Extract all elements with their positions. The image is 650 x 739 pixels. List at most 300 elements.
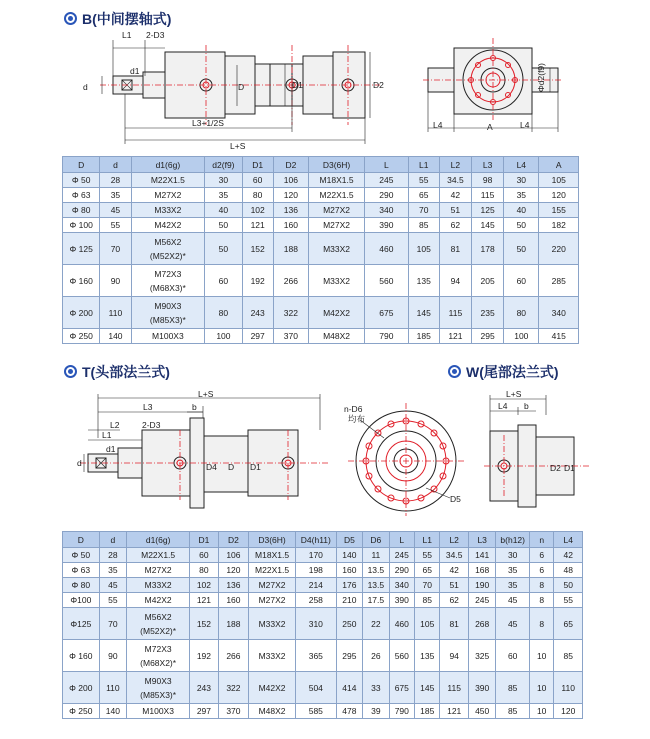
label-b-L4-left: L4	[433, 120, 443, 130]
table-header-cell: D3(6H)	[309, 157, 365, 173]
thread-main: M72X3	[154, 268, 182, 279]
thread-main: M90X3	[154, 300, 182, 311]
drawing-w-side	[484, 385, 594, 505]
table-cell: 310	[295, 608, 336, 640]
table-cell: M42X2	[249, 672, 296, 704]
spec-table-b	[62, 156, 579, 344]
table-cell: Φ 200	[63, 297, 100, 329]
table-cell: 205	[472, 265, 504, 297]
table-cell: 51	[439, 203, 471, 218]
section-title-b-text: B(中间摆轴式)	[82, 11, 172, 27]
table-header-cell: d1(6g)	[127, 532, 190, 548]
thread-main: M72X3	[144, 643, 172, 654]
table-header-cell: D1	[190, 532, 218, 548]
table-cell: 80	[205, 297, 242, 329]
table-header-cell: L3	[468, 532, 495, 548]
circle-bullet-icon	[448, 365, 461, 378]
circle-bullet-icon	[64, 365, 77, 378]
table-cell: 45	[496, 593, 530, 608]
table-cell: 98	[472, 173, 504, 188]
label-b-D3: 2-D3	[146, 30, 165, 40]
table-cell: 340	[389, 578, 414, 593]
thread-alternate: (M52X2)*	[140, 625, 177, 636]
table-cell: 6	[529, 548, 553, 563]
table-cell: 192	[242, 265, 273, 297]
label-w-D2: D2	[550, 463, 561, 473]
table-cell: 8	[529, 593, 553, 608]
table-cell: 121	[190, 593, 218, 608]
table-cell: Φ 160	[63, 640, 100, 672]
table-cell: 243	[242, 297, 273, 329]
table-row	[63, 548, 583, 563]
table-cell: M18X1.5	[309, 173, 365, 188]
table-cell: 70	[100, 233, 131, 265]
table-cell: 152	[190, 608, 218, 640]
table-cell: 560	[389, 640, 414, 672]
thread-main: M90X3	[144, 675, 172, 686]
section-title-w-text: W(尾部法兰式)	[466, 364, 559, 380]
table-cell: 504	[295, 672, 336, 704]
table-cell: 120	[554, 704, 583, 719]
table-cell: 136	[218, 578, 249, 593]
table-cell-d1	[127, 563, 190, 578]
table-row	[63, 608, 583, 640]
table-cell: 135	[415, 640, 440, 672]
table-cell: 6	[529, 563, 553, 578]
label-w-D1: D1	[564, 463, 575, 473]
table-cell: 62	[439, 218, 471, 233]
table-cell: 370	[273, 329, 308, 344]
table-row	[63, 593, 583, 608]
table-cell: M27X2	[309, 218, 365, 233]
table-row	[63, 672, 583, 704]
table-row	[63, 173, 579, 188]
table-cell: 190	[468, 578, 495, 593]
table-cell: 85	[408, 218, 439, 233]
table-cell-d1	[127, 640, 190, 672]
table-cell: 85	[554, 640, 583, 672]
thread-main: M33X2	[154, 205, 182, 215]
table-cell-d1	[131, 233, 205, 265]
table-cell: 60	[496, 640, 530, 672]
table-cell: M27X2	[249, 578, 296, 593]
table-cell: 214	[295, 578, 336, 593]
table-cell: 11	[363, 548, 389, 563]
thread-main: M56X2	[144, 611, 172, 622]
label-b-D1: D1	[292, 80, 303, 90]
table-cell: 80	[504, 297, 539, 329]
label-b-D: D	[238, 82, 245, 92]
table-cell: 65	[554, 608, 583, 640]
label-w-LS: L+S	[506, 389, 522, 399]
label-t-L2: L2	[110, 420, 120, 430]
table-cell: 102	[190, 578, 218, 593]
table-cell: 42	[440, 563, 468, 578]
table-cell: 390	[365, 218, 409, 233]
table-cell: 210	[336, 593, 362, 608]
table-cell: 460	[365, 233, 409, 265]
table-cell: 65	[415, 563, 440, 578]
table-cell: 121	[439, 329, 471, 344]
section-title-t	[64, 362, 170, 382]
table-cell: M33X2	[309, 265, 365, 297]
table-cell: M42X2	[309, 297, 365, 329]
table-cell: 85	[415, 593, 440, 608]
table-cell: 30	[504, 173, 539, 188]
table-cell: 85	[496, 704, 530, 719]
table-cell: 13.5	[363, 563, 389, 578]
table-cell: 50	[504, 233, 539, 265]
table-cell: 322	[218, 672, 249, 704]
thread-alternate: (M85X3)*	[140, 689, 177, 700]
table-cell: 70	[415, 578, 440, 593]
table-cell: Φ 50	[63, 173, 100, 188]
table-cell: 125	[472, 203, 504, 218]
table-cell: 45	[496, 608, 530, 640]
table-cell: 295	[336, 640, 362, 672]
table-cell: 141	[468, 548, 495, 563]
table-cell: 258	[295, 593, 336, 608]
table-cell: 121	[242, 218, 273, 233]
table-cell: 560	[365, 265, 409, 297]
spec-table-t	[62, 531, 583, 719]
table-cell: 60	[190, 548, 218, 563]
table-cell: 10	[529, 672, 553, 704]
table-cell: 90	[100, 265, 131, 297]
drawing-b-side	[80, 30, 460, 150]
table-cell: 85	[496, 672, 530, 704]
thread-main: M42X2	[144, 595, 172, 605]
table-cell: 243	[190, 672, 218, 704]
section-title-b	[64, 9, 171, 29]
table-cell: 295	[472, 329, 504, 344]
table-cell: 34.5	[440, 548, 468, 563]
thread-main: M100X3	[142, 706, 174, 716]
table-cell-d1	[127, 672, 190, 704]
table-cell: 168	[468, 563, 495, 578]
table-cell: 40	[205, 203, 242, 218]
table-cell-d1	[131, 297, 205, 329]
table-cell: 297	[242, 329, 273, 344]
table-cell: 178	[472, 233, 504, 265]
table-cell: Φ 80	[63, 578, 100, 593]
table-header-cell: D2	[218, 532, 249, 548]
table-cell: 414	[336, 672, 362, 704]
table-cell: 585	[295, 704, 336, 719]
label-t-D4: D4	[206, 462, 217, 472]
thread-main: M56X2	[154, 236, 182, 247]
table-cell: 120	[539, 188, 579, 203]
table-cell: M33X2	[249, 608, 296, 640]
table-cell: Φ 63	[63, 563, 100, 578]
table-cell: 115	[439, 297, 471, 329]
table-row	[63, 578, 583, 593]
table-cell: 106	[218, 548, 249, 563]
table-cell: M22X1.5	[249, 563, 296, 578]
table-cell: M27X2	[249, 593, 296, 608]
table-header-cell: d1(6g)	[131, 157, 205, 173]
table-row	[63, 233, 579, 265]
table-cell: 340	[539, 297, 579, 329]
table-cell: 28	[100, 173, 131, 188]
table-cell: 160	[336, 563, 362, 578]
table-header-cell: d	[99, 532, 126, 548]
thread-main: M42X2	[154, 220, 182, 230]
table-cell: 35	[496, 563, 530, 578]
table-cell: 35	[100, 188, 131, 203]
table-cell: 35	[205, 188, 242, 203]
table-cell: 450	[468, 704, 495, 719]
label-w-b: b	[524, 401, 529, 411]
table-cell: 115	[472, 188, 504, 203]
table-cell: 285	[539, 265, 579, 297]
table-cell: 152	[242, 233, 273, 265]
table-cell: 55	[99, 593, 126, 608]
table-cell: 185	[408, 329, 439, 344]
table-cell: 268	[468, 608, 495, 640]
label-t-nD6: n-D6	[344, 404, 363, 414]
label-b-L4-right: L4	[520, 120, 530, 130]
table-header-cell: L	[389, 532, 414, 548]
circle-bullet-icon	[64, 12, 77, 25]
table-cell-d1	[131, 265, 205, 297]
table-cell: 50	[205, 233, 242, 265]
table-cell: 62	[440, 593, 468, 608]
table-cell: 50	[205, 218, 242, 233]
table-cell: 60	[205, 265, 242, 297]
table-cell: 290	[389, 563, 414, 578]
table-cell: Φ 100	[63, 218, 100, 233]
table-cell: 39	[363, 704, 389, 719]
table-cell: M18X1.5	[249, 548, 296, 563]
table-cell-d1	[131, 329, 205, 344]
table-cell: Φ 63	[63, 188, 100, 203]
table-cell: 675	[365, 297, 409, 329]
table-cell: 94	[440, 640, 468, 672]
table-cell: 55	[554, 593, 583, 608]
table-row	[63, 704, 583, 719]
table-cell: 35	[496, 578, 530, 593]
thread-main: M27X2	[144, 565, 172, 575]
table-row	[63, 563, 583, 578]
table-header-cell: D2	[273, 157, 308, 173]
table-header-cell: L2	[440, 532, 468, 548]
table-cell: 290	[365, 188, 409, 203]
table-cell: 322	[273, 297, 308, 329]
table-cell: 13.5	[363, 578, 389, 593]
table-header-cell: D4(h11)	[295, 532, 336, 548]
table-cell: 340	[365, 203, 409, 218]
table-cell: 42	[439, 188, 471, 203]
table-header-cell: D3(6H)	[249, 532, 296, 548]
table-cell: 390	[468, 672, 495, 704]
table-cell: 55	[100, 218, 131, 233]
table-header-cell: d2(f9)	[205, 157, 242, 173]
table-header-cell: L4	[504, 157, 539, 173]
table-cell: 42	[554, 548, 583, 563]
table-cell: 198	[295, 563, 336, 578]
table-cell: 8	[529, 608, 553, 640]
table-cell: 100	[504, 329, 539, 344]
table-header-cell: n	[529, 532, 553, 548]
table-cell: Φ125	[63, 608, 100, 640]
table-cell: 140	[100, 329, 131, 344]
thread-alternate: (M68X3)*	[149, 282, 186, 293]
table-cell: 220	[539, 233, 579, 265]
thread-main: M33X2	[144, 580, 172, 590]
label-b-A: A	[487, 122, 493, 132]
label-t-L3: L3	[143, 402, 153, 412]
table-cell: M33X2	[249, 640, 296, 672]
table-cell: 81	[440, 608, 468, 640]
label-t-L1: L1	[102, 430, 112, 440]
table-row	[63, 188, 579, 203]
table-cell: 160	[273, 218, 308, 233]
table-row	[63, 329, 579, 344]
table-cell: 245	[365, 173, 409, 188]
table-cell: 192	[190, 640, 218, 672]
table-cell: 245	[468, 593, 495, 608]
table-cell: 325	[468, 640, 495, 672]
table-header-cell: L3	[472, 157, 504, 173]
table-cell: 22	[363, 608, 389, 640]
table-cell: 390	[389, 593, 414, 608]
table-cell: 40	[504, 203, 539, 218]
thread-main: M100X3	[152, 331, 184, 341]
table-header-cell: L2	[439, 157, 471, 173]
drawing-t-flange	[340, 398, 470, 518]
table-header-cell: D5	[336, 532, 362, 548]
section-title-w	[448, 362, 559, 382]
thread-alternate: (M85X3)*	[149, 314, 186, 325]
table-cell: 145	[415, 672, 440, 704]
table-cell: 120	[273, 188, 308, 203]
table-cell: 460	[389, 608, 414, 640]
table-cell: 136	[273, 203, 308, 218]
table-cell: 182	[539, 218, 579, 233]
table-cell: M48X2	[249, 704, 296, 719]
table-cell: Φ 80	[63, 203, 100, 218]
label-b-d1: d1	[130, 66, 140, 76]
table-cell: M33X2	[309, 233, 365, 265]
table-header-row	[63, 532, 583, 548]
table-cell-d1	[127, 593, 190, 608]
table-cell-d1	[131, 173, 205, 188]
label-t-D: D	[228, 462, 235, 472]
table-cell: 30	[205, 173, 242, 188]
thread-main: M22X1.5	[141, 550, 176, 560]
table-cell: 80	[242, 188, 273, 203]
table-header-cell: b(h12)	[496, 532, 530, 548]
table-cell: 120	[218, 563, 249, 578]
table-cell: Φ 250	[63, 329, 100, 344]
label-t-even: 均布	[348, 414, 366, 424]
table-cell: 121	[440, 704, 468, 719]
table-cell: 60	[242, 173, 273, 188]
table-cell: 235	[472, 297, 504, 329]
thread-alternate: (M52X2)*	[149, 250, 186, 261]
table-cell: 115	[440, 672, 468, 704]
table-cell: 45	[100, 203, 131, 218]
table-cell: Φ100	[63, 593, 100, 608]
table-cell: 297	[190, 704, 218, 719]
label-t-D3: 2-D3	[142, 420, 161, 430]
table-cell: 105	[415, 608, 440, 640]
table-cell: 90	[99, 640, 126, 672]
table-cell: 48	[554, 563, 583, 578]
table-cell-d1	[131, 203, 205, 218]
label-t-b: b	[192, 402, 197, 412]
table-cell: 102	[242, 203, 273, 218]
label-b-LS: L+S	[230, 141, 246, 151]
table-cell-d1	[131, 188, 205, 203]
table-cell: Φ 250	[63, 704, 100, 719]
table-cell: Φ 50	[63, 548, 100, 563]
table-row	[63, 218, 579, 233]
thread-alternate: (M68X2)*	[140, 657, 177, 668]
table-cell: M22X1.5	[309, 188, 365, 203]
table-cell: 250	[336, 608, 362, 640]
table-row	[63, 640, 583, 672]
table-cell: 110	[100, 297, 131, 329]
table-cell-d1	[127, 704, 190, 719]
table-cell: 106	[273, 173, 308, 188]
table-cell: 365	[295, 640, 336, 672]
table-cell: M48X2	[309, 329, 365, 344]
table-cell: 35	[504, 188, 539, 203]
table-cell: 160	[218, 593, 249, 608]
table-cell: 10	[529, 704, 553, 719]
table-cell: M27X2	[309, 203, 365, 218]
table-cell: 478	[336, 704, 362, 719]
table-row	[63, 297, 579, 329]
table-cell-d1	[127, 608, 190, 640]
table-cell: Φ 160	[63, 265, 100, 297]
thread-main: M22X1.5	[150, 175, 185, 185]
table-cell: 110	[554, 672, 583, 704]
table-cell: 266	[218, 640, 249, 672]
table-header-cell: D1	[242, 157, 273, 173]
table-cell: 185	[415, 704, 440, 719]
table-header-row	[63, 157, 579, 173]
table-cell: 50	[554, 578, 583, 593]
table-header-cell: L1	[408, 157, 439, 173]
label-t-D1: D1	[250, 462, 261, 472]
label-t-d: d	[77, 458, 82, 468]
table-cell: 70	[408, 203, 439, 218]
table-cell: 55	[408, 173, 439, 188]
table-cell: 94	[439, 265, 471, 297]
table-cell: 245	[389, 548, 414, 563]
table-header-cell: A	[539, 157, 579, 173]
table-row	[63, 265, 579, 297]
table-cell: 188	[273, 233, 308, 265]
table-cell: 188	[218, 608, 249, 640]
table-cell: 135	[408, 265, 439, 297]
table-cell: 51	[440, 578, 468, 593]
table-cell-d1	[131, 218, 205, 233]
table-cell: 60	[504, 265, 539, 297]
table-cell: 8	[529, 578, 553, 593]
table-cell: 176	[336, 578, 362, 593]
table-cell: 170	[295, 548, 336, 563]
section-title-t-text: T(头部法兰式)	[82, 364, 170, 380]
table-cell: 45	[99, 578, 126, 593]
table-header-cell: L1	[415, 532, 440, 548]
table-header-cell: D	[63, 532, 100, 548]
label-t-D5: D5	[450, 494, 461, 504]
table-cell: 65	[408, 188, 439, 203]
